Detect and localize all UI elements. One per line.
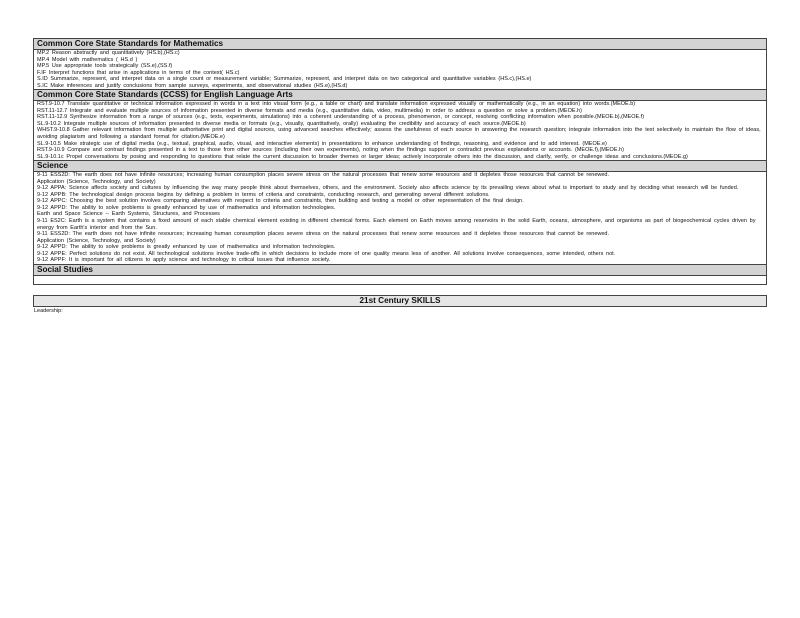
science-section-header: Science bbox=[33, 160, 767, 172]
science-section-body bbox=[33, 172, 767, 264]
science-standard-line: 9-12 APPD: The ability to solve problems is greatly enhanced by use of mathematics and information technologies. bbox=[37, 244, 336, 251]
ela-standard-line: SL.9-10.1c Propel conversations by posing and responding to questions that relate the current discussion to broader themes or larger ideas; actively incorporate others into the discussion, and clarify, verify, or challenge ideas and conclusions.(MEOE.g) bbox=[37, 153, 688, 160]
ela-standard-line: RST.9-10.9 Compare and contrast findings presented in a text to those from other sources (including their own experiments), noting when the findings support or contradict previous explanations or accounts. (MEOE.f),(MEOE.h) bbox=[37, 147, 624, 154]
math-standard-line: S.IC Make inferences and justify conclusions from sample surveys, experiments, and observational studies (HS.e),(HS.d) bbox=[37, 82, 348, 89]
leadership-label: Leadership: bbox=[34, 307, 63, 314]
ela-section-header: Common Core State Standards (CCSS) for English Language Arts bbox=[33, 89, 767, 101]
science-standard-line: 9-11 ESS2D: The earth does not have infinite resources; increasing human consumption places severe stress on the natural processes that renew some resources and it depletes those resources that cannot be renewed. bbox=[37, 172, 610, 179]
ela-standard-line: SL.9-10.2 Integrate multiple sources of information presented in diverse media or formats (e.g., visually, quantitatively, orally) evaluating the credibility and accuracy of each source.(MEOE.b) bbox=[37, 120, 526, 127]
science-standard-line: 9-12 APPD: The ability to solve problems is greatly enhanced by use of mathematics and information technologies. bbox=[37, 204, 336, 211]
math-standard-line: MP.4 Model with mathematics ( HS.d ) bbox=[37, 56, 138, 63]
ela-standard-line: SL.9-10.5 Make strategic use of digital media (e.g., textual, graphical, audio, visual, and interactive elements) in presentations to enhance understanding of findings, reasoning, and evidence and to add interest. (MEOE.e) bbox=[37, 140, 607, 147]
math-standard-line: MP.5 Use appropriate tools strategically (SS.e),(SS.f) bbox=[37, 63, 173, 70]
math-standard-line: MP.2 Reason abstractly and quantitatively (HS.b),(HS.c) bbox=[37, 50, 180, 56]
ela-standard-line: WHST.9-10.8 Gather relevant information from multiple authoritative print and digital sources, using advanced searches effectively; assess the usefulness of each source in answering the research question; integrate information into the text selectively to maintain the flow of ideas, avoiding plagiarism and following a standard format for citation.(MEOE.e) bbox=[37, 127, 761, 141]
math-standard-line: F.IF Interpret functions that arise in applications in terms of the context( HS.c) bbox=[37, 69, 240, 76]
science-subheading: Application (Science, Technology, and Society) bbox=[37, 237, 156, 244]
science-standard-line: 9-12 APPB: The technological design process begins by defining a problem in terms of criteria and constraints, conducting research, and generating several different solutions. bbox=[37, 191, 490, 198]
ela-section-body bbox=[33, 101, 767, 160]
science-standard-line: 9-12 APPC: Choosing the best solution involves comparing alternatives with respect to criteria and constraints, then building and testing a model or other representation of the final design. bbox=[37, 198, 524, 205]
social-studies-body bbox=[33, 276, 767, 285]
math-section-header: Common Core State Standards for Mathematics bbox=[33, 38, 767, 50]
ela-standard-line: RST.9-10.7 Translate quantitative or technical information expressed in words in a text into visual form (e.g., a table or chart) and translate information expressed visually or mathematically (e.g., in an equation) into words.(MEOE.b) bbox=[37, 101, 636, 108]
standards-document bbox=[33, 38, 767, 315]
science-subheading: Earth and Space Science -- Earth Systems, Structures, and Processes bbox=[37, 211, 220, 218]
science-standard-line: 9-11 ESS2D: The earth does not have infinite resources; increasing human consumption places severe stress on the natural processes that renew some resources and it depletes those resources that cannot be renewed. bbox=[37, 231, 610, 238]
social-studies-header: Social Studies bbox=[33, 264, 767, 276]
math-section-body bbox=[33, 50, 767, 89]
science-standard-line: 9-12 APPF: It is important for all citizens to apply science and technology to critical issues that influence society. bbox=[37, 257, 331, 264]
science-standard-line: 9-11 ES2C: Earth is a system that contains a fixed amount of each stable chemical element existing in different chemical forms. Each element on Earth moves among reservoirs in the solid Earth, oceans, atmosphere, and organisms as part of biogeochemical cycles driven by energy from Earth's interior and from the Sun. bbox=[37, 218, 756, 231]
ela-standard-line: RST.11-12.9 Synthesize information from a range of sources (e.g., texts, experiments, simulations) into a coherent understanding of a process, phenomenon, or concept, resolving conflicting information when possible.(MEOE.b),(MEOE.f) bbox=[37, 114, 645, 121]
science-standard-line: 9-12 APPA: Science affects society and cultures by influencing the way many people think about themselves, others, and the environment. Society also affects science by its prevailing views about what is important to study and by deciding what research will be funded. bbox=[37, 185, 739, 192]
science-standard-line: 9-12 APPE: Perfect solutions do not exist. All technological solutions involve trade-offs in which decisions to include more of one quality means less of another. All solutions involve consequences, some intended, others not. bbox=[37, 250, 616, 257]
science-subheading: Application (Science, Technology, and Society) bbox=[37, 178, 156, 185]
ela-standard-line: RST.11-12.7 Integrate and evaluate multiple sources of information presented in diverse formats and media (e.g., quantitative data, video, multimedia) in order to address a question or solve a problem.(MEOE.h) bbox=[37, 107, 582, 114]
math-standard-line: S.ID Summarize, represent, and interpret data on a single count or measurement variable; Summarize, represent, and interpret data on two categorical and quantitative variables (HS.c),(HS.e) bbox=[37, 76, 532, 83]
skills-section-header: 21st Century SKILLS bbox=[33, 295, 767, 307]
